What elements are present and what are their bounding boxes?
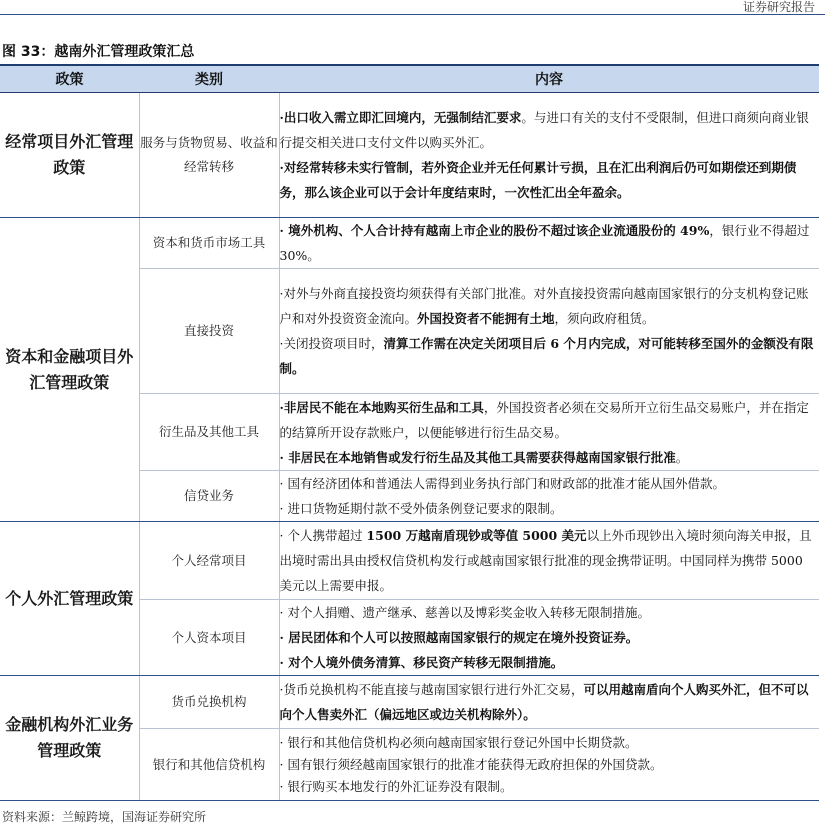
header-policy: 政策 — [0, 65, 139, 93]
source-note: 资料来源：兰鲸跨境，国海证券研究所 — [2, 810, 207, 824]
content-item: · 银行和其他信贷机构必须向越南国家银行登记外国中长期贷款。 — [279, 734, 638, 750]
content-item: · 对个人捐赠、遗产继承、慈善以及博彩奖金收入转移无限制措施。 — [279, 605, 650, 620]
category-cell: 银行和其他信贷机构 — [139, 729, 279, 801]
content-item: · 个人携带超过 1500 万越南盾现钞或等值 5000 美元以上外币现钞出入境时须向海关申报，且出境时需出具由授权信贷机构发行或越南国家银行批准的现金携带证明。中国同样为携带 5000 美元以上需要申报。 — [279, 528, 812, 593]
figure-title: 图 33：越南外汇管理政策汇总 — [2, 44, 195, 60]
content-cell — [279, 269, 819, 394]
content-item: · 境外机构、个人合计持有越南上市企业的股份不超过该企业流通股份的 49%，银行业不得超过 30%。 — [279, 223, 810, 263]
content-cell — [279, 93, 819, 218]
category-cell: 直接投资 — [139, 269, 279, 394]
category-cell: 个人资本项目 — [139, 600, 279, 676]
content-item: ·关闭投资项目时，清算工作需在决定关闭项目后 6 个月内完成，对可能转移至国外的金额没有限制。 — [279, 336, 814, 376]
content-item: · 进口货物延期付款不受外债条例登记要求的限制。 — [279, 501, 563, 516]
table-row — [0, 93, 819, 218]
category-cell: 服务与货物贸易、收益和经常转移 — [139, 93, 279, 218]
policy-cell: 资本和金融项目外汇管理政策 — [0, 218, 139, 522]
table-row — [0, 676, 819, 729]
policy-cell: 个人外汇管理政策 — [0, 522, 139, 676]
content-cell — [279, 394, 819, 471]
table-row — [0, 218, 819, 269]
policy-cell: 金融机构外汇业务管理政策 — [0, 676, 139, 801]
category-cell: 货币兑换机构 — [139, 676, 279, 729]
header-content: 内容 — [279, 65, 819, 93]
header-category: 类别 — [139, 65, 279, 93]
category-cell: 信贷业务 — [139, 471, 279, 522]
category-cell: 衍生品及其他工具 — [139, 394, 279, 471]
content-item: · 居民团体和个人可以按照越南国家银行的规定在境外投资证券。 — [279, 630, 639, 645]
content-item: ·对经常转移未实行管制，若外资企业并无任何累计亏损，且在汇出利润后仍可如期偿还到期债务，那么该企业可以于会计年度结束时，一次性汇出全年盈余。 — [279, 160, 797, 200]
content-item: ·对外与外商直接投资均须获得有关部门批准。对外直接投资需向越南国家银行的分支机构登记账户和对外投资资金流向。外国投资者不能拥有土地，须向政府租赁。 — [279, 286, 809, 326]
content-item: · 银行购买本地发行的外汇证券没有限制。 — [279, 778, 513, 794]
report-label: 证券研究报告 — [742, 0, 815, 14]
content-cell — [279, 218, 819, 269]
content-item: · 非居民在本地销售或发行衍生品及其他工具需要获得越南国家银行批准。 — [279, 449, 689, 465]
content-item: ·非居民不能在本地购买衍生品和工具，外国投资者必须在交易所开立衍生品交易账户，并在指定的结算所开设存款账户，以便能够进行衍生品交易。 — [279, 399, 809, 440]
content-cell — [279, 676, 819, 729]
category-cell: 资本和货币市场工具 — [139, 218, 279, 269]
policy-table — [0, 64, 819, 801]
content-cell — [279, 600, 819, 676]
content-cell — [279, 729, 819, 801]
category-cell: 个人经常项目 — [139, 522, 279, 600]
content-item: ·货币兑换机构不能直接与越南国家银行进行外汇交易，可以用越南盾向个人购买外汇，但不可以向个人售卖外汇（偏远地区或边关机构除外）。 — [279, 682, 809, 722]
policy-cell: 经常项目外汇管理政策 — [0, 93, 139, 218]
content-item: · 对个人境外债务清算、移民资产转移无限制措施。 — [279, 655, 564, 670]
content-item: ·出口收入需立即汇回境内，无强制结汇要求。与进口有关的支付不受限制，但进口商须向商业银行提交相关进口支付文件以购买外汇。 — [279, 110, 809, 150]
table-header-row — [0, 65, 819, 93]
header-rule — [0, 14, 825, 15]
table-row — [0, 522, 819, 600]
content-cell — [279, 471, 819, 522]
content-item: · 国有银行须经越南国家银行的批准才能获得无政府担保的外国贷款。 — [279, 756, 663, 772]
content-cell — [279, 522, 819, 600]
content-item: · 国有经济团体和普通法人需得到业务执行部门和财政部的批准才能从国外借款。 — [279, 476, 725, 491]
